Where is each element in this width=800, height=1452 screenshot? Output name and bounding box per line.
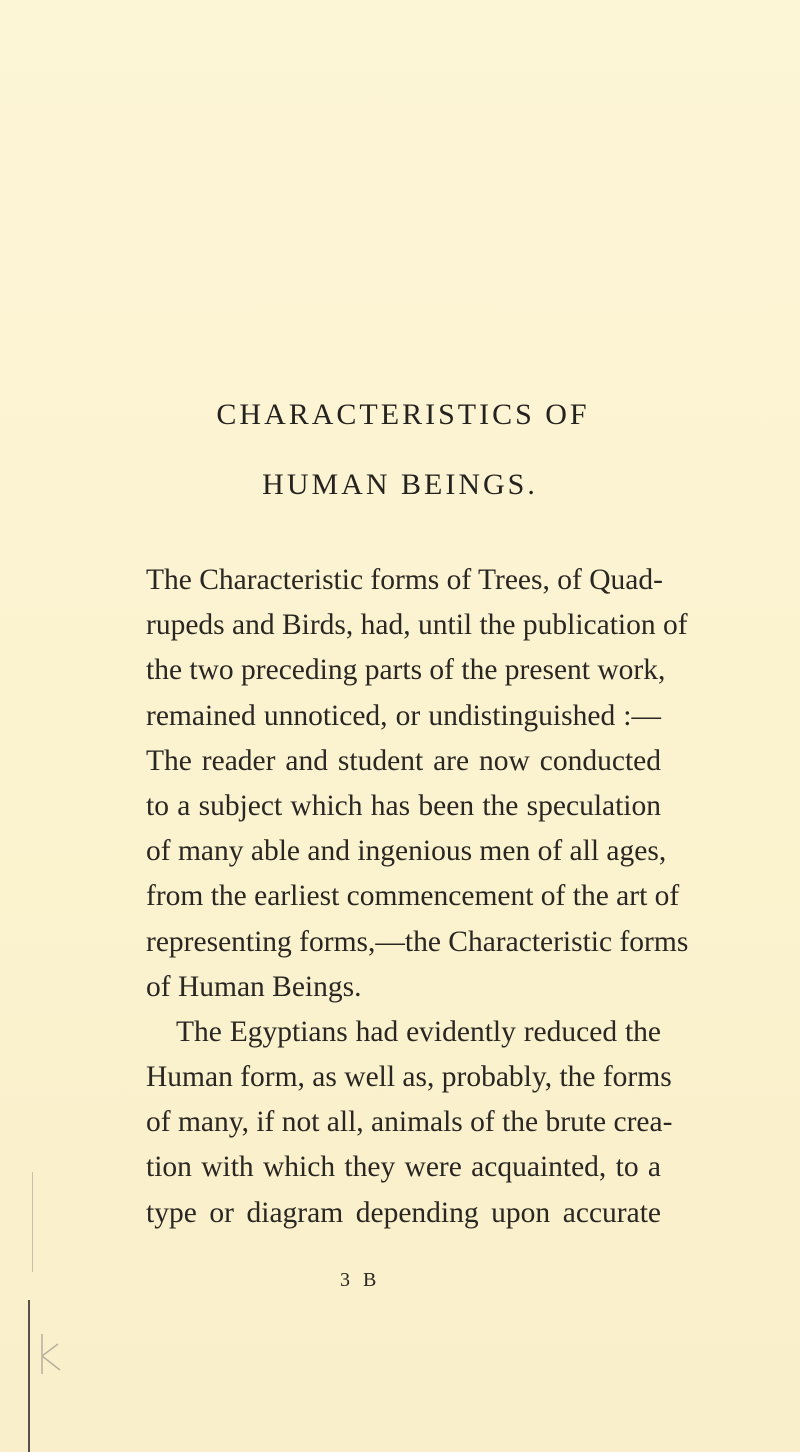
body-paragraphs [146,558,689,1236]
text-line: type or diagram depending upon accurate [146,1196,661,1229]
signature-mark: 3 B [340,1269,381,1291]
text-line: of many able and ingenious men of all ages, [146,835,667,868]
text-line: the two preceding parts of the present work, [146,654,666,687]
text-line: The reader and student are now conducted [146,744,661,777]
text-line: to a subject which has been the speculation [146,789,661,822]
text-line: rupeds and Birds, had, until the publication of [146,609,688,642]
text-line: representing forms,—the Characteristic forms [146,925,689,958]
text-line: The Egyptians had evidently reduced the [176,1015,661,1048]
chapter-heading-line-1: CHARACTERISTICS OF [216,398,590,431]
text-line: of many, if not all, animals of the brute crea- [146,1106,673,1139]
text-line: from the earliest commencement of the art of [146,880,680,913]
text-line: of Human Beings. [146,970,362,1003]
chapter-heading-line-2: HUMAN BEINGS. [262,468,538,501]
text-line: Human form, as well as, probably, the forms [146,1061,672,1094]
margin-ink-stroke-top [32,1172,33,1272]
text-line: tion with which they were acquainted, to a [146,1151,661,1184]
margin-ink-stroke [28,1300,30,1452]
pencil-mark-icon [36,1330,76,1380]
text-line: The Characteristic forms of Trees, of Quad- [146,564,663,596]
text-line: remained unnoticed, or undistinguished :— [146,699,661,732]
